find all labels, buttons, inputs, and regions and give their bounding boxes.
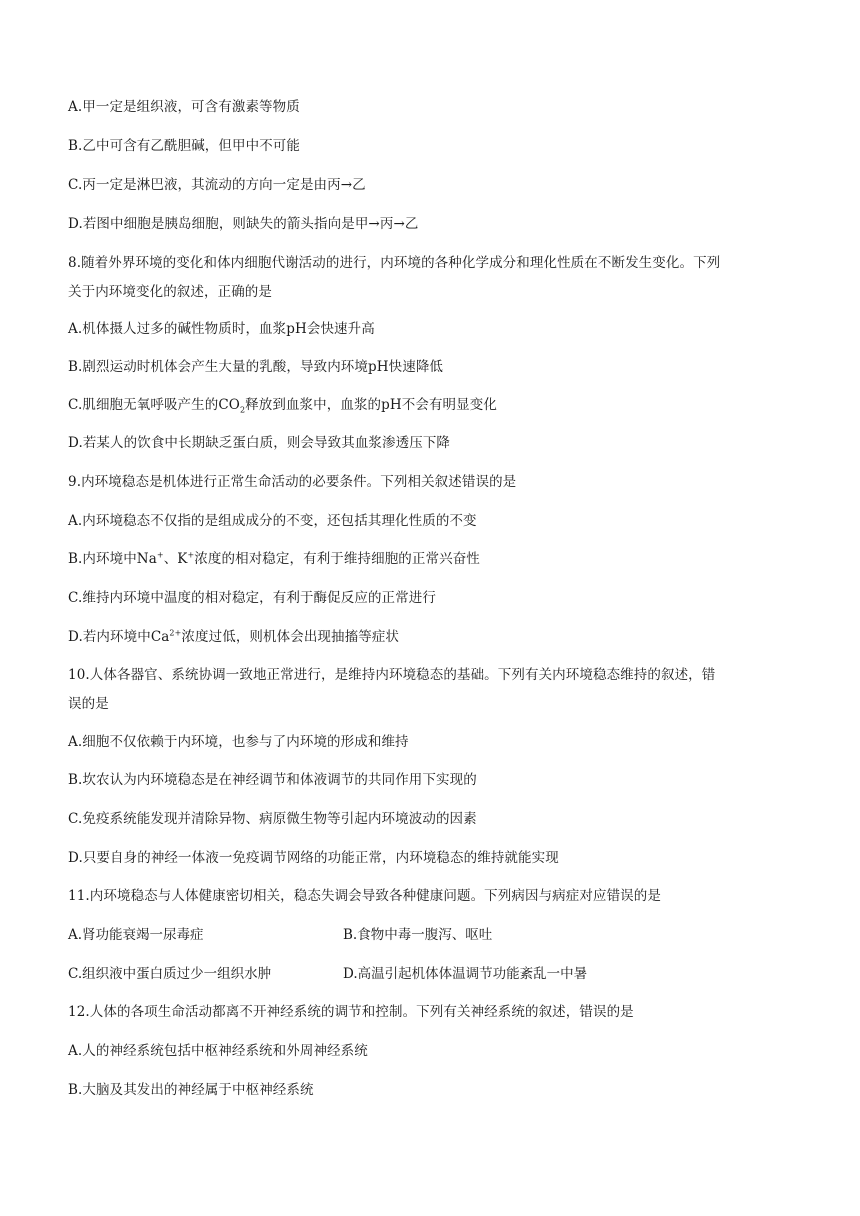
q9-option-d [68,628,808,646]
q8-option-d: D.若某人的饮食中长期缺乏蛋白质，则会导致其血浆渗透压下降 [68,435,451,451]
q11-option-a: A.肾功能衰竭一尿毒症 [68,927,204,943]
q7-option-b: B.乙中可含有乙酰胆碱，但甲中不可能 [68,138,301,154]
q9-option-b [68,550,808,568]
q9-option-b-pre: B.内环境中Na [68,551,157,567]
q9-option-a: A.内环境稳态不仅指的是组成成分的不变，还包括其理化性质的不变 [68,513,477,529]
q8-option-c-pre: C.肌细胞无氧呼吸产生的CO [68,397,240,413]
q10-option-d: D.只要自身的神经一体液一免疫调节网络的功能正常，内环境稳态的维持就能实现 [68,850,559,866]
q12-option-a: A.人的神经系统包括中枢神经系统和外周神经系统 [68,1043,368,1059]
q11-option-b: B.食物中毒一腹泻、呕吐 [343,927,493,943]
q10-option-a: A.细胞不仅依赖于内环境，也参与了内环境的形成和维持 [68,734,409,750]
q10-option-b: B.坎农认为内环境稳态是在神经调节和体液调节的共同作用下实现的 [68,772,477,788]
q9-option-b-sup2: + [187,550,195,560]
q7-option-d: D.若图中细胞是胰岛细胞，则缺失的箭头指向是甲→丙→乙 [68,216,419,232]
q7-option-a: A.甲一定是组织液，可含有激素等物质 [68,99,300,115]
q7-option-c: C.丙一定是淋巴液，其流动的方向一定是由丙→乙 [68,177,366,193]
q8-option-c-sub: 2 [239,405,246,415]
q12-option-b: B.大脑及其发出的神经属于中枢神经系统 [68,1082,314,1098]
q8-option-b: B.剧烈运动时机体会产生大量的乳酸，导致内环境pH快速降低 [68,359,444,375]
q8-option-a: A.机体摄人过多的碱性物质时，血浆pH会快速升高 [68,321,375,337]
q9-option-b-sup1: + [156,550,164,560]
q10-option-c: C.免疫系统能发现并清除异物、病原微生物等引起内环境波动的因素 [68,811,477,827]
q10-stem-line-1: 10.人体各器官、系统协调一致地正常进行，是维持内环境稳态的基础。下列有关内环境稳态维持的叙述，错 [68,667,716,683]
q9-option-d-sup: 2+ [169,628,182,638]
q11-option-d: D.高温引起机体体温调节功能紊乱一中暑 [343,966,588,982]
q9-stem: 9.内环境稳态是机体进行正常生命活动的必要条件。下列相关叙述错误的是 [68,474,517,490]
q9-option-b-mid: 、K [163,551,188,567]
q9-option-c: C.维持内环境中温度的相对稳定，有利于酶促反应的正常进行 [68,590,436,606]
q11-stem: 11.内环境稳态与人体健康密切相关，稳态失调会导致各种健康问题。下列病因与病症对应错误的是 [68,888,661,904]
q9-option-d-pre: D.若内环境中Ca [68,629,170,645]
q8-stem-line-1: 8.随着外界环境的变化和体内细胞代谢活动的进行，内环境的各种化学成分和理化性质在不断发生变化。下列 [68,255,721,271]
q9-option-b-post: 浓度的相对稳定，有利于维持细胞的正常兴奋性 [194,551,480,567]
q9-option-d-post: 浓度过低，则机体会出现抽搐等症状 [181,629,400,645]
q8-option-c-post: 释放到血浆中，血浆的pH不会有明显变化 [245,397,497,413]
q11-option-c: C.组织液中蛋白质过少一组织水肿 [68,966,272,982]
q8-stem-line-2: 关于内环境变化的叙述，正确的是 [68,284,272,300]
q12-stem: 12.人体的各项生命活动都离不开神经系统的调节和控制。下列有关神经系统的叙述，错误的是 [68,1004,634,1020]
q10-stem-line-2: 误的是 [68,696,109,712]
q8-option-c [68,396,808,414]
